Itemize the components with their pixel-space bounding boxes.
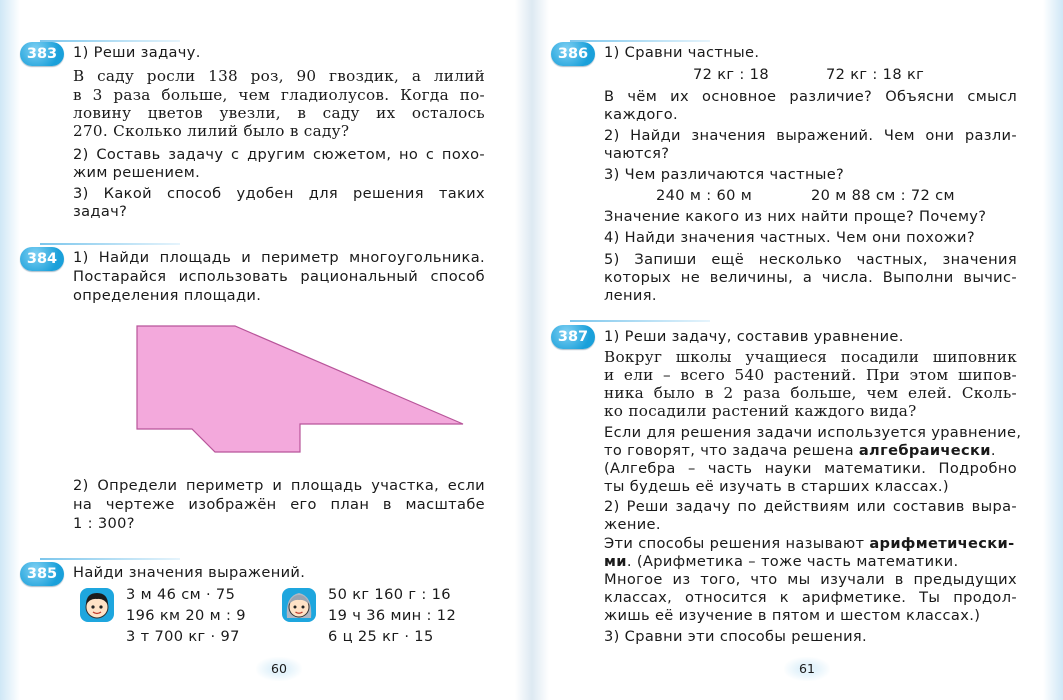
task-385-expr-2-3: 6 ц 25 кг · 15 xyxy=(328,628,434,645)
note2-after: . (Арифметика – тоже часть математики. xyxy=(626,553,959,570)
task-387-note2-line-4: классах, относится к арифметике. Ты продол- xyxy=(604,589,1017,606)
note2-text: Эти способы решения называют xyxy=(604,535,870,552)
task-383-part1-label: 1) Реши задачу. xyxy=(73,44,201,61)
note1-text: то говорят, что задача решена xyxy=(604,442,859,459)
girl-face-icon xyxy=(282,588,316,622)
right-page-edge xyxy=(1043,0,1063,700)
task-387-part3: 3) Сравни эти способы решения. xyxy=(604,628,868,645)
task-387-rule xyxy=(570,320,710,322)
task-384-badge: 384 xyxy=(20,247,64,271)
task-383-part3-line-2: задач? xyxy=(73,203,128,220)
task-387-note2-line-2 xyxy=(604,553,958,570)
task-387-note2-line-5: жишь её изучение в пятом и шестом классах.) xyxy=(604,607,981,624)
pink-polygon xyxy=(137,326,463,452)
task-385-expr-1-1: 3 м 46 см · 75 xyxy=(126,586,236,603)
task-384-part2-line-2: на чертеже изображён его план в масштабе xyxy=(73,496,485,513)
task-383-part2-line-2: жим решением. xyxy=(73,164,201,181)
task-387-story-line-2: и ели – всего 540 растений. При этом шипов- xyxy=(604,366,1017,384)
task-386-part5-line-2: которых не величины, а числа. Выполни вычис- xyxy=(604,269,1017,286)
book-gutter xyxy=(515,0,549,700)
task-386-part2-line-1: 2) Найди значения выражений. Чем они разли- xyxy=(604,127,1017,144)
task-383-story-line-4: 270. Сколько лилий было в саду? xyxy=(73,122,350,140)
task-383-part3-line-1: 3) Какой способ удобен для решения таких xyxy=(73,185,485,202)
task-384-part1-line-3: определения площади. xyxy=(73,287,262,304)
task-386-part3: 3) Чем различаются частные? xyxy=(604,166,845,183)
task-385-expr-2-1: 50 кг 160 г : 16 xyxy=(328,586,451,603)
task-384-part1-line-1: 1) Найди площадь и периметр многоугольника. xyxy=(73,249,485,266)
task-387-note1-line-4: ты будешь её изучать в старших классах.) xyxy=(604,478,949,495)
algebraically-term: алгебраически xyxy=(858,442,991,459)
note1-end: . xyxy=(990,442,996,459)
task-387-note1-line-3: (Алгебра – часть науки математики. Подробно xyxy=(604,460,1017,477)
task-383-story-line-1: В саду росли 138 роз, 90 гвоздик, а лилий xyxy=(73,67,485,85)
task-386-q1-line-1: В чём их основное различие? Объясни смысл xyxy=(604,88,1017,105)
task-386-expr-1: 72 кг : 18 xyxy=(693,66,769,83)
arithmetically-term-end: ми xyxy=(604,553,627,570)
task-386-part5-line-1: 5) Запиши ещё несколько частных, значения xyxy=(604,251,1017,268)
task-387-story-line-3: ника было в 2 раза больше, чем елей. Сколь- xyxy=(604,384,1017,402)
boy-face-icon xyxy=(80,588,114,622)
task-387-part2-line-1: 2) Реши задачу по действиям или составив выра- xyxy=(604,498,1017,515)
task-387-note2-line-1 xyxy=(604,535,1015,552)
task-387-badge: 387 xyxy=(551,325,595,349)
task-386-expr-4: 20 м 88 см : 72 см xyxy=(811,187,955,204)
task-386-part2-line-2: чаются? xyxy=(604,145,670,162)
task-385-expr-1-3: 3 т 700 кг · 97 xyxy=(126,628,240,645)
page-number-right: 61 xyxy=(784,657,830,681)
task-383-story-line-2: в 3 раза больше, чем гладиолусов. Когда по- xyxy=(73,86,485,104)
task-385-badge: 385 xyxy=(20,562,64,586)
task-387-note2-line-3: Многое из того, что мы изучали в предыдущих xyxy=(604,571,1017,588)
task-384-rule xyxy=(40,243,180,245)
task-387-story-line-4: ко посадили растений каждого вида? xyxy=(604,402,917,420)
task-387-note1-line-1: Если для решения задачи используется уравнение, xyxy=(604,424,1022,441)
task-383-badge: 383 xyxy=(20,42,64,66)
task-386-badge: 386 xyxy=(551,42,595,66)
task-383-story-line-3: ловину цветов увезли, в саду их осталось xyxy=(73,104,485,122)
task-386-expr-2: 72 кг : 18 кг xyxy=(826,66,925,83)
task-385-expr-2-2: 19 ч 36 мин : 12 xyxy=(328,607,457,624)
task-384-part1-line-2: Постарайся использовать рациональный способ xyxy=(73,268,485,285)
task-386-q1-line-2: каждого. xyxy=(604,106,678,123)
polygon-figure xyxy=(130,320,475,458)
task-387-note1-line-2 xyxy=(604,442,996,459)
task-386-part5-line-3: ления. xyxy=(604,287,657,304)
task-387-part1-label: 1) Реши задачу, составив уравнение. xyxy=(604,328,904,345)
task-384-part2-line-3: 1 : 300? xyxy=(73,515,135,532)
task-386-q3: Значение какого из них найти проще? Почему? xyxy=(604,208,987,225)
task-383-rule xyxy=(40,40,180,42)
arithmetically-term: арифметически- xyxy=(869,535,1015,552)
task-385-label: Найди значения выражений. xyxy=(73,564,306,581)
task-386-expr-3: 240 м : 60 м xyxy=(656,187,753,204)
left-page-edge xyxy=(0,0,20,700)
task-385-rule xyxy=(40,558,180,560)
task-383-part2-line-1: 2) Составь задачу с другим сюжетом, но с похо- xyxy=(73,146,485,163)
page-number-left: 60 xyxy=(256,657,302,681)
task-386-rule xyxy=(570,40,710,42)
task-387-part2-line-2: жение. xyxy=(604,516,661,533)
task-387-story-line-1: Вокруг школы учащиеся посадили шиповник xyxy=(604,348,1017,366)
task-386-part4: 4) Найди значения частных. Чем они похожи? xyxy=(604,229,975,246)
task-385-expr-1-2: 196 км 20 м : 9 xyxy=(126,607,246,624)
task-386-part1-label: 1) Сравни частные. xyxy=(604,44,760,61)
task-384-part2-line-1: 2) Определи периметр и площадь участка, если xyxy=(73,477,485,494)
